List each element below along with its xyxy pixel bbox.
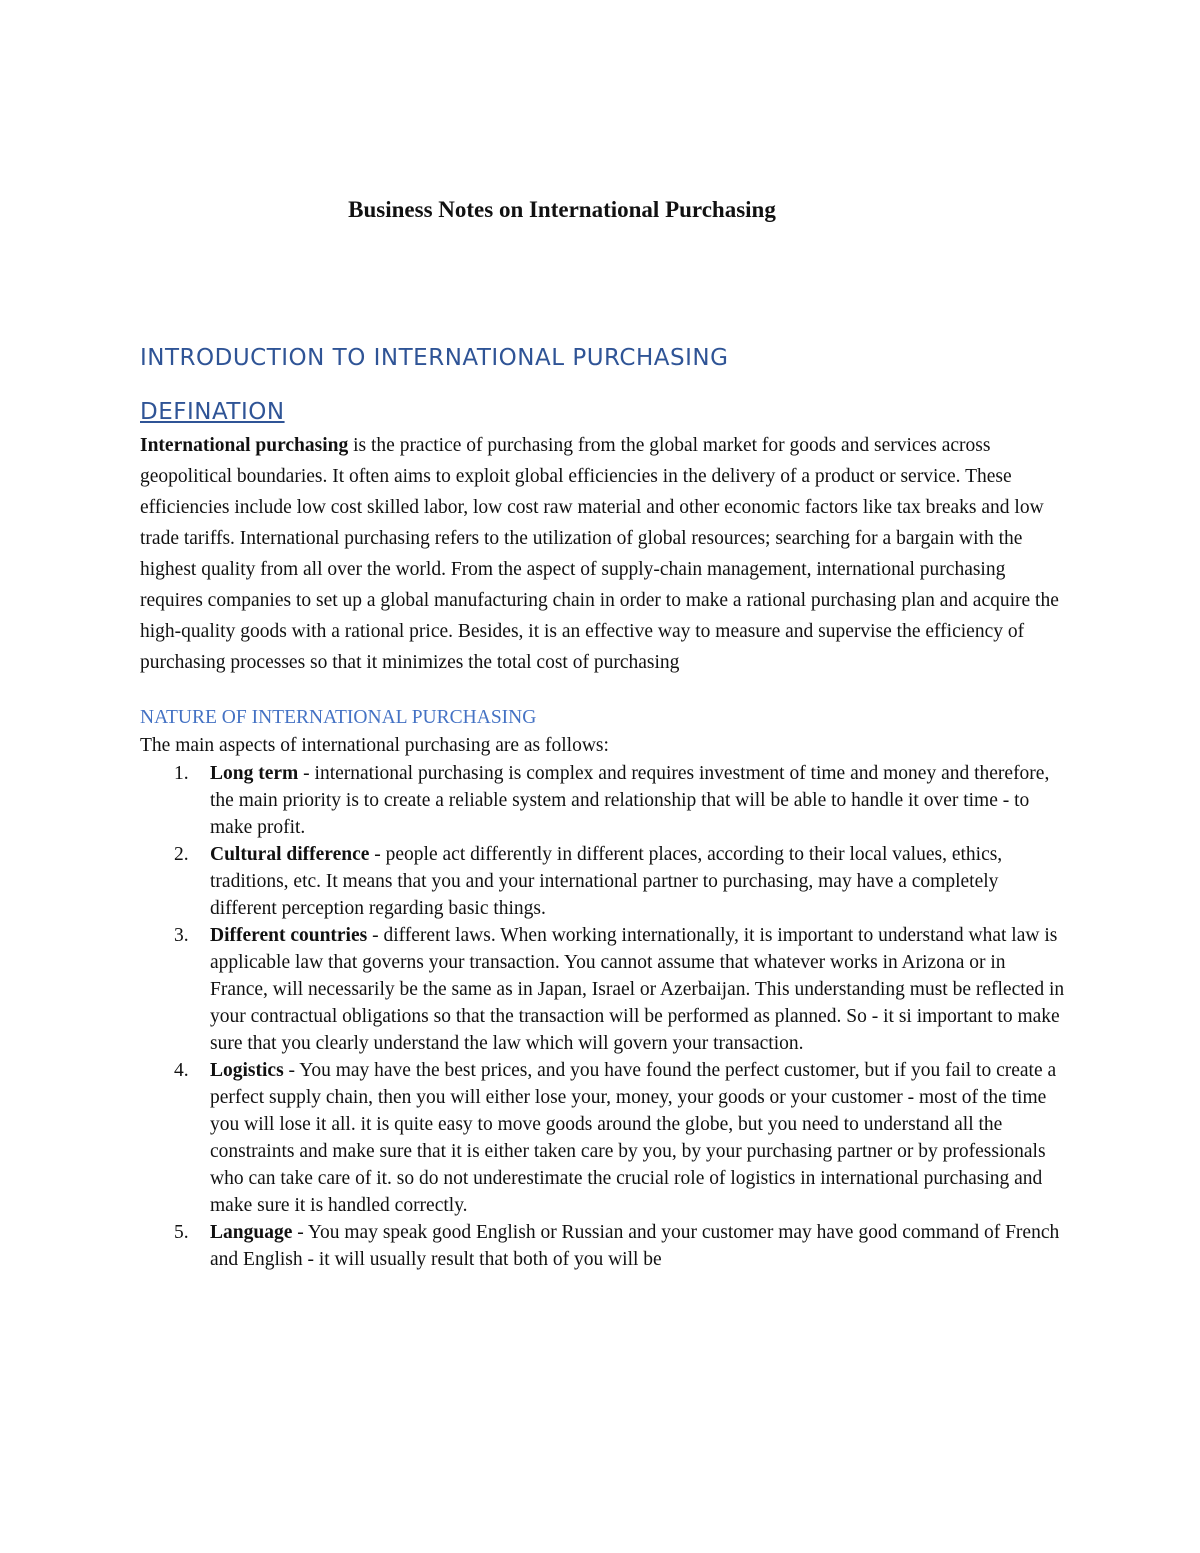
aspects-intro: The main aspects of international purchasing are as follows: bbox=[140, 735, 609, 756]
section-heading-introduction: INTRODUCTION TO INTERNATIONAL PURCHASING bbox=[140, 345, 729, 371]
list-item bbox=[140, 841, 1065, 922]
definition-paragraph bbox=[140, 430, 1065, 678]
list-item bbox=[140, 760, 1065, 841]
list-item bbox=[140, 922, 1065, 1057]
aspects-list bbox=[140, 760, 1065, 1273]
list-item-text: - international purchasing is complex and requires investment of time and money and therefore, the main priority is to create a reliable system and relationship that will be able to handle it over time - to make profit. bbox=[210, 763, 1050, 838]
list-item bbox=[140, 1219, 1065, 1273]
list-item-text: - You may speak good English or Russian and your customer may have good command of French and English - it will usually result that both of you will be bbox=[210, 1222, 1060, 1270]
list-item-term: Different countries bbox=[210, 925, 368, 946]
list-item-number: 1. bbox=[174, 763, 189, 784]
list-item-number: 2. bbox=[174, 844, 189, 865]
document-title: Business Notes on International Purchasing bbox=[348, 197, 776, 222]
subsection-heading-definition: DEFINATION bbox=[140, 399, 285, 425]
list-item-number: 5. bbox=[174, 1222, 189, 1243]
list-item-text: - You may have the best prices, and you have found the perfect customer, but if you fail to create a perfect supply chain, then you will either lose your, money, your goods or your customer - most of the time you will lose it all. it is quite easy to move goods around the globe, but you need to understand all the constraints and make sure that it is either taken care by you, by your purchasing partner or by professionals who can take care of it. so do not underestimate the crucial role of logistics in international purchasing and make sure it is handled correctly. bbox=[210, 1060, 1057, 1216]
list-item-number: 3. bbox=[174, 925, 189, 946]
list-item-term: Logistics bbox=[210, 1060, 284, 1081]
list-item-text: - different laws. When working internationally, it is important to understand what law is applicable law that governs your transaction. You cannot assume that whatever works in Arizona or in France, will necessarily be the same as in Japan, Israel or Azerbaijan. This understanding must be reflected in your contractual obligations so that the transaction will be performed as planned. So - it si important to make sure that you clearly understand the law which will govern your transaction. bbox=[210, 925, 1065, 1054]
definition-term: International purchasing bbox=[140, 435, 349, 456]
list-item bbox=[140, 1057, 1065, 1219]
list-item-term: Cultural difference bbox=[210, 844, 370, 865]
list-item-term: Language bbox=[210, 1222, 293, 1243]
document-body bbox=[140, 336, 1065, 1273]
list-item-number: 4. bbox=[174, 1060, 189, 1081]
list-item-term: Long term bbox=[210, 763, 299, 784]
subsection-heading-nature: NATURE OF INTERNATIONAL PURCHASING bbox=[140, 707, 537, 728]
definition-text: is the practice of purchasing from the global market for goods and services across geopolitical boundaries. It often aims to exploit global efficiencies in the delivery of a product or service. These efficiencies include low cost skilled labor, low cost raw material and other economic factors like tax breaks and low trade tariffs. International purchasing refers to the utilization of global resources; searching for a bargain with the highest quality from all over the world. From the aspect of supply-chain management, international purchasing requires companies to set up a global manufacturing chain in order to make a rational purchasing plan and acquire the high-quality goods with a rational price. Besides, it is an effective way to measure and supervise the efficiency of purchasing processes so that it minimizes the total cost of purchasing bbox=[140, 435, 1059, 673]
list-item-text: - people act differently in different places, according to their local values, ethics, traditions, etc. It means that you and your international partner to purchasing, may have a completely different perception regarding basic things. bbox=[210, 844, 1003, 919]
